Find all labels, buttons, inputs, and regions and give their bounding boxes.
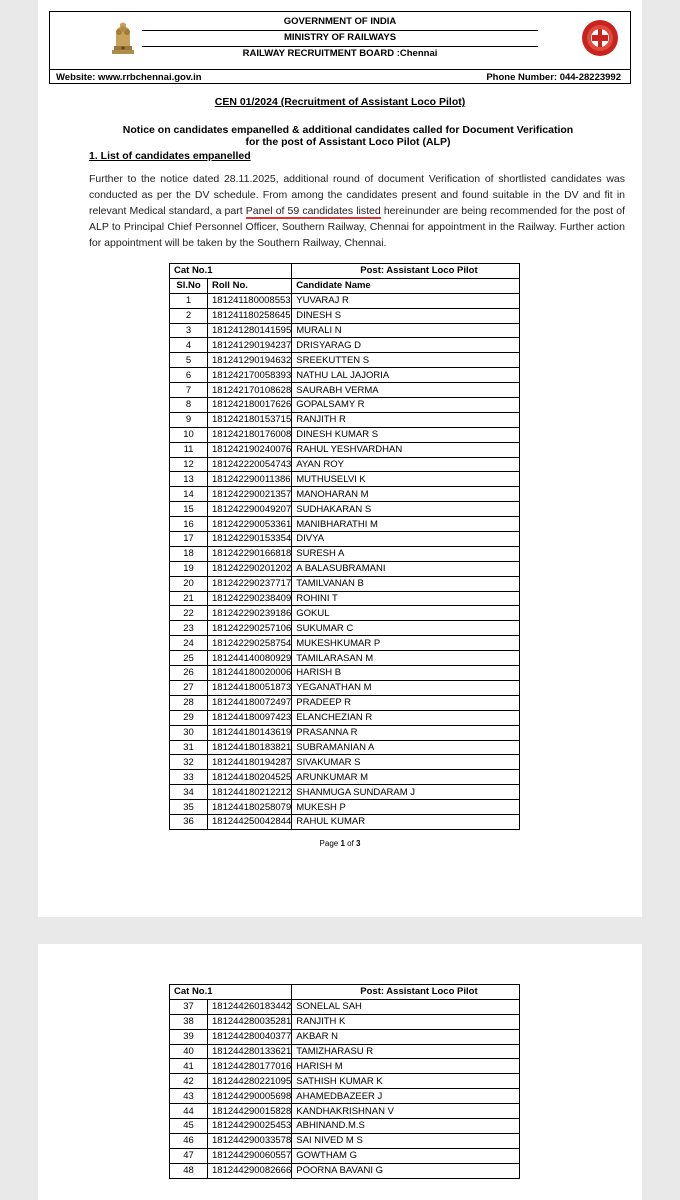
table-row [170,1044,520,1059]
table-row [170,680,520,695]
table-row [170,427,520,442]
table-row [170,442,520,457]
row-candidate-name: MUKESHKUMAR P [292,636,520,651]
row-slno: 12 [170,457,208,472]
row-rollno: 181242180176008 [208,427,292,442]
table-row [170,1029,520,1044]
page-number-prefix: Page [319,838,341,848]
paragraph-text-2: hereinunder are being recommended for the post of ALP to Principal Chief Personnel Officer, Southern Railway, Chennai for appointment in the Railway. Further action for appointment will be taken by the Southern Railway, Chennai. [89,205,625,249]
row-rollno: 181244290082666 [208,1163,292,1178]
row-rollno: 181244140080929 [208,651,292,666]
row-candidate-name: TAMILARASAN M [292,651,520,666]
table-row [170,338,520,353]
row-rollno: 181242190240076 [208,442,292,457]
row-candidate-name: ABHINAND.M.S [292,1119,520,1134]
row-rollno: 181241290194632 [208,353,292,368]
table-row [170,293,520,308]
table-row [170,1148,520,1163]
row-slno: 25 [170,651,208,666]
row-rollno: 181244290060557 [208,1148,292,1163]
row-candidate-name: SUBRAMANIAN A [292,740,520,755]
row-candidate-name: KANDHAKRISHNAN V [292,1104,520,1119]
row-rollno: 181242290257106 [208,621,292,636]
row-slno: 16 [170,517,208,532]
row-candidate-name: MUTHUSELVI K [292,472,520,487]
row-slno: 34 [170,785,208,800]
row-rollno: 181242290011386 [208,472,292,487]
row-candidate-name: AHAMEDBAZEER J [292,1089,520,1104]
row-slno: 46 [170,1133,208,1148]
column-header-slno: Sl.No [170,278,208,293]
post-label: Post: Assistant Loco Pilot [292,985,520,1000]
table-row [170,1014,520,1029]
document-page-1 [38,0,642,917]
row-rollno: 181242290239186 [208,606,292,621]
row-candidate-name: ARUNKUMAR M [292,770,520,785]
table-row [170,621,520,636]
cen-title: CEN 01/2024 (Recruitment of Assistant Loco Pilot) [214,96,466,108]
page-number [49,839,631,848]
row-candidate-name: GOPALSAMY R [292,398,520,413]
table-row [170,999,520,1014]
row-candidate-name: RANJITH R [292,412,520,427]
row-rollno: 181242290258754 [208,636,292,651]
row-slno: 9 [170,412,208,427]
paragraph-text-1: Further to the notice dated 28.11.2025, additional round of document Verification of shortlisted candidates was conducted as per the DV schedule. From among the candidates present and found suitable in the DV and fit in relevant Medical standard, a part [89,173,625,217]
row-rollno: 181244180097423 [208,710,292,725]
table-row [170,1089,520,1104]
table-row [170,725,520,740]
row-rollno: 181244290015828 [208,1104,292,1119]
highlighted-panel-text: Panel of 59 candidates listed [245,205,381,217]
table-row [170,383,520,398]
row-slno: 1 [170,293,208,308]
row-rollno: 181242170108628 [208,383,292,398]
table-category-row [170,264,520,279]
row-rollno: 181242290049207 [208,502,292,517]
row-candidate-name: DINESH KUMAR S [292,427,520,442]
row-candidate-name: POORNA BAVANI G [292,1163,520,1178]
row-slno: 48 [170,1163,208,1178]
row-rollno: 181244180143619 [208,725,292,740]
table-row [170,785,520,800]
row-slno: 20 [170,576,208,591]
row-slno: 14 [170,487,208,502]
row-candidate-name: SAURABH VERMA [292,383,520,398]
page-number-of: of [344,838,357,848]
row-rollno: 181242290238409 [208,591,292,606]
table-row [170,398,520,413]
document-page-2 [38,944,642,1200]
row-candidate-name: HARISH B [292,666,520,681]
row-candidate-name: SIVAKUMAR S [292,755,520,770]
row-rollno: 181242290053361 [208,517,292,532]
table-row [170,502,520,517]
table-row [170,755,520,770]
table-row [170,308,520,323]
row-slno: 42 [170,1074,208,1089]
row-slno: 29 [170,710,208,725]
row-slno: 19 [170,561,208,576]
notice-title-line-2: for the post of Assistant Loco Pilot (ALP) [245,136,451,148]
indian-railways-logo-icon [580,18,620,58]
column-header-name: Candidate Name [292,278,520,293]
table-row [170,517,520,532]
website-text: Website: www.rrbchennai.gov.in [56,72,202,83]
table-row [170,800,520,815]
row-candidate-name: MANOHARAN M [292,487,520,502]
notice-title-line-1: Notice on candidates empanelled & additional candidates called for Document Verification [122,124,574,136]
row-slno: 31 [170,740,208,755]
row-rollno: 181242170058393 [208,368,292,383]
table-row [170,561,520,576]
table-row [170,770,520,785]
candidates-table-page-1 [169,263,520,830]
header-line-government: GOVERNMENT OF INDIA [283,16,397,27]
row-slno: 28 [170,695,208,710]
row-rollno: 181244280177016 [208,1059,292,1074]
row-rollno: 181244280133621 [208,1044,292,1059]
row-slno: 4 [170,338,208,353]
row-candidate-name: RAHUL YESHVARDHAN [292,442,520,457]
row-rollno: 181242180153715 [208,412,292,427]
table-row [170,1074,520,1089]
row-rollno: 181241290194237 [208,338,292,353]
table-row [170,591,520,606]
row-candidate-name: MANIBHARATHI M [292,517,520,532]
row-candidate-name: YUVARAJ R [292,293,520,308]
candidates-table-page-2 [169,984,520,1179]
table-row [170,740,520,755]
table-row [170,368,520,383]
table-row [170,323,520,338]
row-candidate-name: SUDHAKARAN S [292,502,520,517]
table-row [170,651,520,666]
row-rollno: 181244260183442 [208,999,292,1014]
table-row [170,576,520,591]
row-slno: 41 [170,1059,208,1074]
table-row [170,1104,520,1119]
table-row [170,1059,520,1074]
row-rollno: 181244290025453 [208,1119,292,1134]
row-candidate-name: RANJITH K [292,1014,520,1029]
table-row [170,457,520,472]
row-rollno: 181244290033578 [208,1133,292,1148]
row-candidate-name: GOWTHAM G [292,1148,520,1163]
row-candidate-name: GOKUL [292,606,520,621]
row-candidate-name: ELANCHEZIAN R [292,710,520,725]
row-rollno: 181244280040377 [208,1029,292,1044]
row-candidate-name: DRISYARAG D [292,338,520,353]
header-contact-row [50,69,630,85]
row-slno: 26 [170,666,208,681]
table-row [170,695,520,710]
row-slno: 36 [170,814,208,829]
row-candidate-name: SREEKUTTEN S [292,353,520,368]
row-rollno: 181244180194287 [208,755,292,770]
row-rollno: 181244180258079 [208,800,292,815]
row-rollno: 181241280141595 [208,323,292,338]
page-number-total: 3 [356,838,361,848]
category-label: Cat No.1 [170,264,292,279]
row-candidate-name: DINESH S [292,308,520,323]
table-row [170,606,520,621]
row-slno: 43 [170,1089,208,1104]
row-candidate-name: SUKUMAR C [292,621,520,636]
row-candidate-name: HARISH M [292,1059,520,1074]
notice-paragraph [89,171,625,251]
row-slno: 2 [170,308,208,323]
row-slno: 38 [170,1014,208,1029]
table-row [170,353,520,368]
row-candidate-name: SONELAL SAH [292,999,520,1014]
row-slno: 30 [170,725,208,740]
row-slno: 39 [170,1029,208,1044]
row-slno: 33 [170,770,208,785]
row-rollno: 181242290201202 [208,561,292,576]
row-candidate-name: A BALASUBRAMANI [292,561,520,576]
table-row [170,710,520,725]
row-slno: 35 [170,800,208,815]
table-row [170,1163,520,1178]
row-candidate-name: ROHINI T [292,591,520,606]
row-rollno: 181244180204525 [208,770,292,785]
row-slno: 22 [170,606,208,621]
row-candidate-name: SAI NIVED M S [292,1133,520,1148]
row-slno: 24 [170,636,208,651]
row-candidate-name: RAHUL KUMAR [292,814,520,829]
row-rollno: 181242290021357 [208,487,292,502]
row-candidate-name: MURALI N [292,323,520,338]
phone-text: Phone Number: 044-28223992 [486,72,621,83]
row-rollno: 181244280035281 [208,1014,292,1029]
row-candidate-name: AKBAR N [292,1029,520,1044]
table-row [170,532,520,547]
header-line-rrb: RAILWAY RECRUITMENT BOARD :Chennai [242,48,438,59]
row-slno: 18 [170,546,208,561]
section-heading: 1. List of candidates empanelled [89,150,251,162]
table-row [170,412,520,427]
row-rollno: 181244180212212 [208,785,292,800]
row-candidate-name: AYAN ROY [292,457,520,472]
row-rollno: 181244280221095 [208,1074,292,1089]
row-rollno: 181241180258645 [208,308,292,323]
row-rollno: 181242220054743 [208,457,292,472]
row-slno: 40 [170,1044,208,1059]
row-candidate-name: SATHISH KUMAR K [292,1074,520,1089]
row-slno: 13 [170,472,208,487]
row-slno: 7 [170,383,208,398]
table-row [170,472,520,487]
table-row [170,546,520,561]
table-row [170,1133,520,1148]
table-category-row [170,985,520,1000]
row-slno: 3 [170,323,208,338]
row-candidate-name: YEGANATHAN M [292,680,520,695]
row-slno: 5 [170,353,208,368]
row-rollno: 181244180051873 [208,680,292,695]
row-candidate-name: TAMILVANAN B [292,576,520,591]
table-header-row [170,278,520,293]
row-rollno: 181244180183821 [208,740,292,755]
table-row [170,666,520,681]
table-row [170,1119,520,1134]
row-slno: 23 [170,621,208,636]
header-line-ministry: MINISTRY OF RAILWAYS [283,32,397,43]
row-candidate-name: TAMIZHARASU R [292,1044,520,1059]
table-row [170,487,520,502]
row-slno: 21 [170,591,208,606]
row-candidate-name: SURESH A [292,546,520,561]
row-slno: 27 [170,680,208,695]
table-row [170,814,520,829]
row-slno: 47 [170,1148,208,1163]
row-rollno: 181242290166818 [208,546,292,561]
row-candidate-name: MUKESH P [292,800,520,815]
letterhead [49,11,631,84]
notice-title [49,124,631,148]
row-slno: 15 [170,502,208,517]
row-rollno: 181244180072497 [208,695,292,710]
row-candidate-name: DIVYA [292,532,520,547]
row-rollno: 181242290237717 [208,576,292,591]
row-candidate-name: SHANMUGA SUNDARAM J [292,785,520,800]
row-candidate-name: PRASANNA R [292,725,520,740]
row-rollno: 181242180017626 [208,398,292,413]
row-rollno: 181244250042844 [208,814,292,829]
row-slno: 6 [170,368,208,383]
page-number-current: 1 [340,838,345,848]
row-slno: 10 [170,427,208,442]
row-slno: 44 [170,1104,208,1119]
row-rollno: 181244180020006 [208,666,292,681]
post-label: Post: Assistant Loco Pilot [292,264,520,279]
row-slno: 17 [170,532,208,547]
row-rollno: 181242290153354 [208,532,292,547]
category-label: Cat No.1 [170,985,292,1000]
row-rollno: 181244290005698 [208,1089,292,1104]
row-rollno: 181241180008553 [208,293,292,308]
row-candidate-name: NATHU LAL JAJORIA [292,368,520,383]
row-slno: 45 [170,1119,208,1134]
table-row [170,636,520,651]
row-candidate-name: PRADEEP R [292,695,520,710]
row-slno: 8 [170,398,208,413]
column-header-rollno: Roll No. [208,278,292,293]
row-slno: 11 [170,442,208,457]
row-slno: 37 [170,999,208,1014]
row-slno: 32 [170,755,208,770]
